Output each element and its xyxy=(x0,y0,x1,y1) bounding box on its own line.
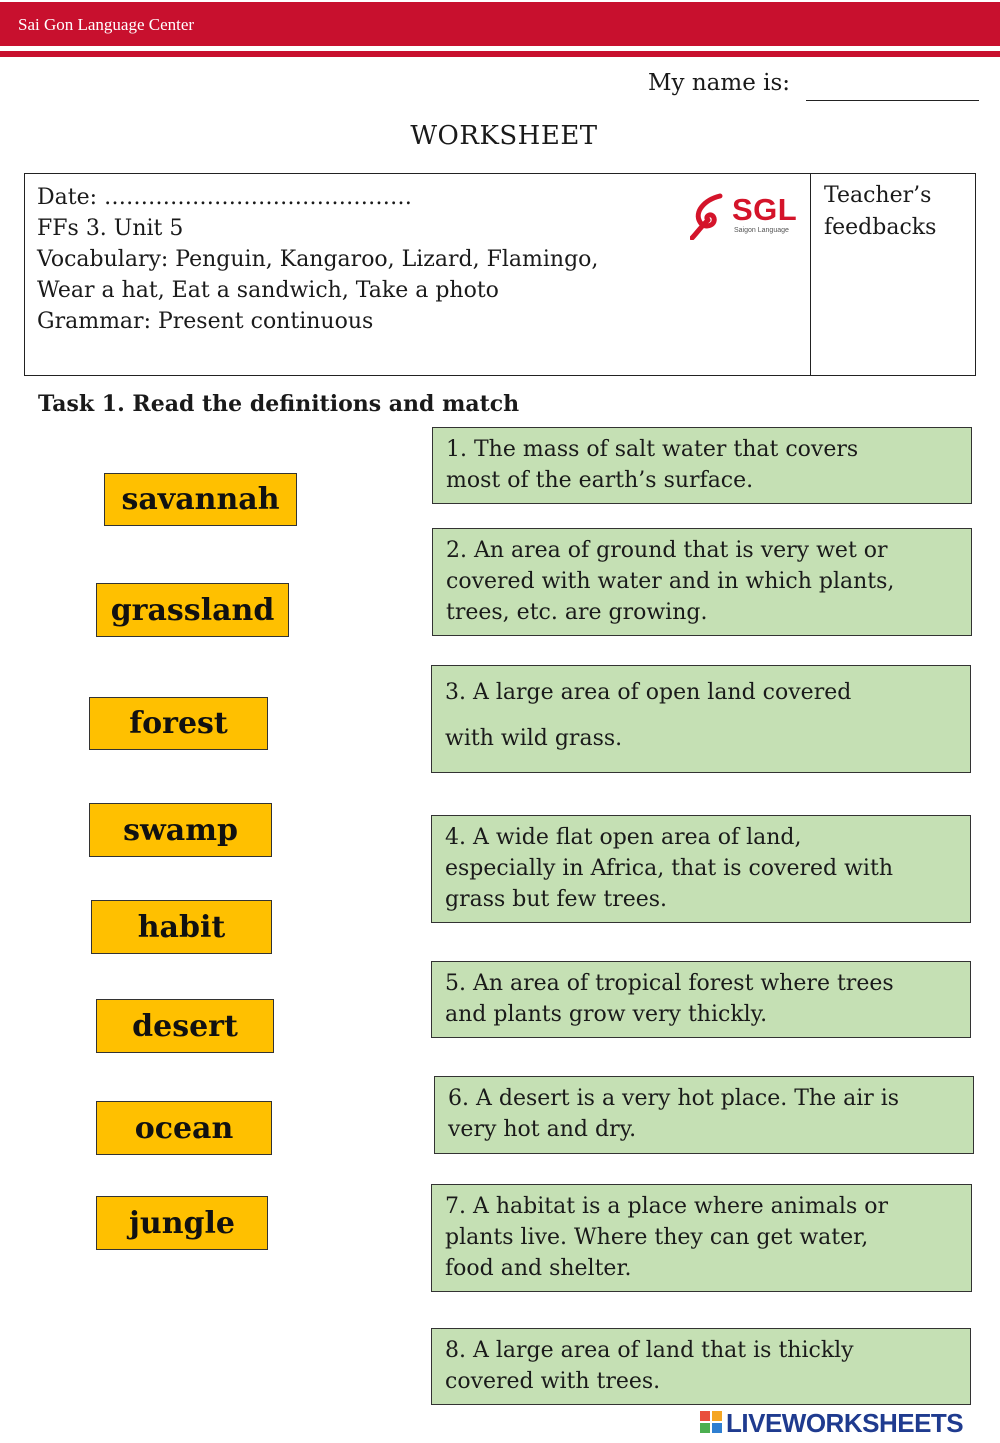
vocab-line-2: Wear a hat, Eat a sandwich, Take a photo xyxy=(37,278,499,303)
liveworksheets-grid-icon xyxy=(700,1411,722,1433)
info-divider xyxy=(810,174,811,375)
word-card-swamp[interactable]: swamp xyxy=(89,803,272,857)
teacher-feedback xyxy=(824,180,964,244)
definition-1-line-2: most of the earth’s surface. xyxy=(446,468,754,493)
word-card-ocean[interactable]: ocean xyxy=(96,1101,272,1155)
definition-8-line-2: covered with trees. xyxy=(445,1369,661,1394)
header-bar xyxy=(0,2,1000,46)
worksheet-title: WORKSHEET xyxy=(410,121,598,151)
date-line: Date: …………………………………… xyxy=(37,185,413,210)
definition-2-line-2: covered with water and in which plants, xyxy=(446,569,895,594)
definition-box-8[interactable] xyxy=(431,1328,971,1405)
word-card-savannah[interactable]: savannah xyxy=(104,473,297,526)
definition-box-7[interactable] xyxy=(431,1184,972,1292)
word-card-desert[interactable]: desert xyxy=(96,999,274,1053)
feedback-line-1: Teacher’s xyxy=(824,183,932,208)
sgl-logo-subtitle: Saigon Language xyxy=(734,227,789,234)
definition-box-4[interactable] xyxy=(431,815,971,923)
center-name: Sai Gon Language Center xyxy=(18,15,195,34)
definition-7-line-3: food and shelter. xyxy=(445,1256,632,1281)
liveworksheets-logo[interactable] xyxy=(700,1408,996,1438)
vocab-line-1: Vocabulary: Penguin, Kangaroo, Lizard, Flamingo, xyxy=(37,247,599,272)
liveworksheets-brand: LIVEWORKSHEETS xyxy=(726,1408,964,1438)
definition-3-line-1: 3. A large area of open land covered xyxy=(445,680,852,705)
definition-box-2[interactable] xyxy=(432,528,972,636)
definition-6-line-2: very hot and dry. xyxy=(448,1117,637,1142)
definition-7-line-1: 7. A habitat is a place where animals or xyxy=(445,1194,888,1219)
sgl-logo xyxy=(690,192,800,240)
feedback-line-2: feedbacks xyxy=(824,215,937,240)
definition-3-line-2: with wild grass. xyxy=(445,726,623,751)
definition-2-line-1: 2. An area of ground that is very wet or xyxy=(446,538,888,563)
definition-1-line-1: 1. The mass of salt water that covers xyxy=(446,437,859,462)
grammar-line: Grammar: Present continuous xyxy=(37,309,374,334)
definition-8-line-1: 8. A large area of land that is thickly xyxy=(445,1338,854,1363)
unit-line: FFs 3. Unit 5 xyxy=(37,216,184,241)
definition-box-5[interactable] xyxy=(431,961,971,1038)
sgl-logo-text: SGL xyxy=(732,192,798,227)
word-card-grassland[interactable]: grassland xyxy=(96,583,289,637)
definition-4-line-2: especially in Africa, that is covered with xyxy=(445,856,893,881)
definition-5-line-1: 5. An area of tropical forest where trees xyxy=(445,971,894,996)
header-rule xyxy=(0,51,1000,57)
info-box xyxy=(24,173,976,376)
definition-box-3[interactable] xyxy=(431,665,971,773)
definition-box-6[interactable] xyxy=(434,1076,974,1154)
definition-7-line-2: plants live. Where they can get water, xyxy=(445,1225,869,1250)
definition-5-line-2: and plants grow very thickly. xyxy=(445,1002,768,1027)
sgl-swoosh-icon xyxy=(690,192,732,240)
definition-box-1[interactable] xyxy=(432,427,972,504)
word-card-habit[interactable]: habit xyxy=(91,900,272,954)
definition-6-line-1: 6. A desert is a very hot place. The air is xyxy=(448,1086,900,1111)
word-card-forest[interactable]: forest xyxy=(89,697,268,750)
task-title: Task 1. Read the definitions and match xyxy=(38,391,520,417)
info-lines xyxy=(37,182,598,337)
name-input-line[interactable] xyxy=(806,100,979,101)
definition-4-line-1: 4. A wide flat open area of land, xyxy=(445,825,802,850)
name-label: My name is: xyxy=(648,70,791,96)
word-card-jungle[interactable]: jungle xyxy=(96,1196,268,1250)
definition-4-line-3: grass but few trees. xyxy=(445,887,668,912)
definition-2-line-3: trees, etc. are growing. xyxy=(446,600,708,625)
